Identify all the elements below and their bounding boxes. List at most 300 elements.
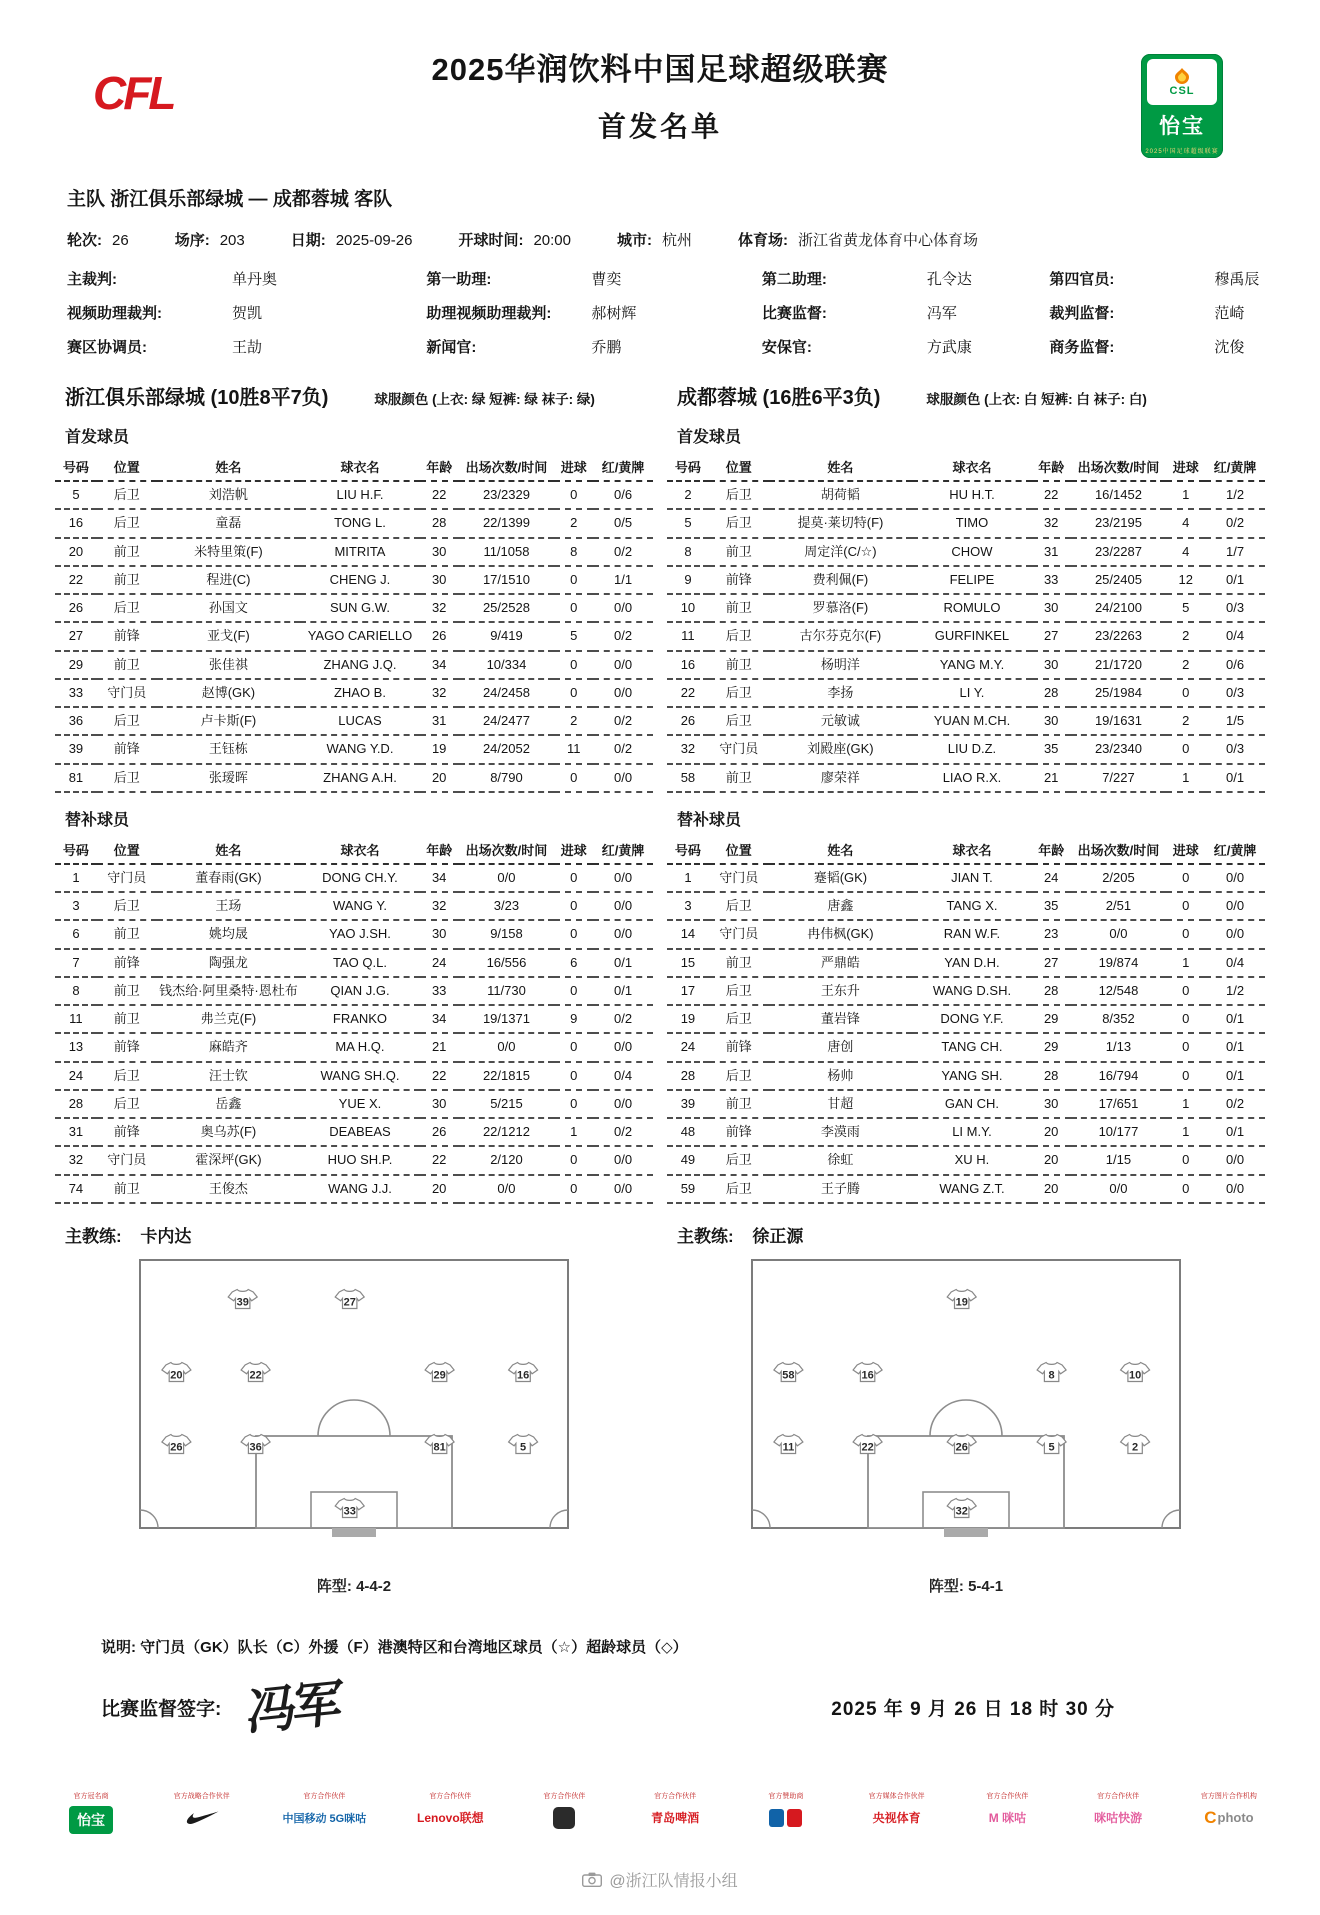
player-position: 前锋 (97, 949, 157, 977)
player-name: 董岩锋 (769, 1005, 913, 1033)
player-name: 唐创 (769, 1033, 913, 1061)
sponsor-item (756, 1791, 816, 1830)
blue-emblem-icon (769, 1809, 784, 1827)
player-position: 守门员 (97, 1146, 157, 1174)
player-row (667, 949, 1265, 977)
player-goals: 4 (1166, 538, 1205, 566)
player-age: 30 (1032, 1090, 1071, 1118)
player-age: 34 (420, 651, 459, 679)
player-age: 30 (1032, 707, 1071, 735)
player-goals: 8 (554, 538, 593, 566)
player-jersey-name: YANG SH. (912, 1062, 1032, 1090)
player-position: 后卫 (709, 1062, 769, 1090)
player-apps-time: 1/15 (1071, 1146, 1167, 1174)
official-cell (426, 302, 761, 323)
player-row (667, 764, 1265, 792)
player-name: 费利佩(F) (769, 566, 913, 594)
player-row (55, 949, 653, 977)
player-jersey-name: HU H.T. (912, 481, 1032, 509)
player-apps-time: 0/0 (459, 1033, 555, 1061)
player-row (667, 481, 1265, 509)
player-age: 22 (420, 1062, 459, 1090)
player-number: 1 (667, 864, 709, 892)
official-cell (67, 336, 426, 357)
player-number: 32 (55, 1146, 97, 1174)
player-jersey-name: TAO Q.L. (300, 949, 420, 977)
player-apps-time: 24/2477 (459, 707, 555, 735)
player-age: 22 (1032, 481, 1071, 509)
shirt-number: 2 (1132, 1441, 1139, 1454)
player-row (667, 679, 1265, 707)
player-number: 81 (55, 764, 97, 792)
player-cards: 0/2 (1205, 509, 1265, 537)
player-position: 前卫 (709, 949, 769, 977)
player-apps-time: 11/1058 (459, 538, 555, 566)
player-apps-time: 23/2329 (459, 481, 555, 509)
player-age: 30 (1032, 651, 1071, 679)
player-goals: 0 (1166, 1146, 1205, 1174)
player-row (667, 1005, 1265, 1033)
shirt-number: 10 (1128, 1369, 1142, 1382)
player-cards: 1/5 (1205, 707, 1265, 735)
page-title: 2025华润饮料中国足球超级联赛 (431, 52, 889, 87)
player-apps-time: 11/730 (459, 977, 555, 1005)
shirt-number: 29 (433, 1369, 446, 1382)
player-name: 杨帅 (769, 1062, 913, 1090)
player-name: 亚戈(F) (157, 622, 301, 650)
official-cell (67, 302, 426, 323)
player-name: 董春雨(GK) (157, 864, 301, 892)
column-header: 进球 (554, 453, 593, 481)
official-cell (426, 336, 761, 357)
player-number: 16 (667, 651, 709, 679)
player-jersey-name: CHOW (912, 538, 1032, 566)
player-age: 28 (420, 509, 459, 537)
player-row (55, 1005, 653, 1033)
player-jersey-name: WANG SH.Q. (300, 1062, 420, 1090)
csl-yibao-badge (1141, 54, 1223, 158)
sponsor-item (283, 1791, 367, 1830)
sponsor-tier-label: 官方合作伙伴 (303, 1792, 346, 1800)
player-row (55, 977, 653, 1005)
player-goals: 2 (1166, 651, 1205, 679)
player-apps-time: 23/2287 (1071, 538, 1167, 566)
official-cell (1049, 268, 1265, 289)
badge-small-text: 2025中国足球超级联赛 (1145, 149, 1219, 155)
official-role-label: 第二助理: (761, 271, 827, 288)
official-name: 冯军 (926, 305, 957, 322)
player-apps-time: 24/2458 (459, 679, 555, 707)
player-jersey-name: JIAN T. (912, 864, 1032, 892)
player-number: 74 (55, 1175, 97, 1203)
player-goals: 0 (554, 1090, 593, 1118)
player-row (667, 1175, 1265, 1203)
player-number: 13 (55, 1033, 97, 1061)
player-row (55, 1146, 653, 1174)
player-cards: 0/0 (593, 764, 653, 792)
player-row (55, 864, 653, 892)
player-number: 14 (667, 920, 709, 948)
player-name: 米特里策(F) (157, 538, 301, 566)
player-jersey-name: QIAN J.G. (300, 977, 420, 1005)
player-cards: 0/6 (1205, 651, 1265, 679)
player-jersey-name: FRANKO (300, 1005, 420, 1033)
player-cards: 0/1 (593, 949, 653, 977)
official-role-label: 赛区协调员: (67, 339, 147, 356)
player-number: 29 (55, 651, 97, 679)
player-goals: 0 (1166, 864, 1205, 892)
team-col-home (55, 381, 653, 1596)
column-header: 姓名 (769, 453, 913, 481)
player-goals: 2 (1166, 707, 1205, 735)
shirt-number: 19 (955, 1296, 968, 1309)
signature-label: 比赛监督签字: (101, 1699, 222, 1721)
player-cards: 0/0 (1205, 892, 1265, 920)
player-name: 罗慕洛(F) (769, 594, 913, 622)
sponsor-tier-label: 官方合作伙伴 (654, 1792, 697, 1800)
player-goals: 0 (554, 651, 593, 679)
info-value: 浙江省黄龙体育中心体育场 (798, 232, 979, 249)
player-row (55, 1118, 653, 1146)
column-header: 进球 (554, 836, 593, 864)
player-jersey-name: LI M.Y. (912, 1118, 1032, 1146)
sponsor-name: 青岛啤酒 (651, 1811, 700, 1826)
player-cards: 0/0 (593, 1146, 653, 1174)
lineup-sheet (55, 0, 1265, 1915)
shirt-number: 39 (236, 1296, 249, 1309)
away-team-header (667, 381, 1265, 410)
player-cards: 0/0 (593, 920, 653, 948)
player-apps-time: 0/0 (1071, 1175, 1167, 1203)
info-value: 26 (112, 232, 129, 249)
player-goals: 0 (1166, 679, 1205, 707)
player-number: 39 (667, 1090, 709, 1118)
player-row (667, 707, 1265, 735)
player-cards: 0/1 (1205, 1005, 1265, 1033)
player-position: 前卫 (97, 1005, 157, 1033)
info-value: 203 (219, 232, 245, 249)
player-number: 17 (667, 977, 709, 1005)
player-cards: 0/1 (1205, 1118, 1265, 1146)
column-header: 年龄 (1032, 836, 1071, 864)
player-cards: 0/2 (593, 622, 653, 650)
player-goals: 1 (1166, 481, 1205, 509)
player-age: 33 (1032, 566, 1071, 594)
player-position: 前锋 (97, 735, 157, 763)
player-row (55, 566, 653, 594)
matchup-line: 主队 浙江俱乐部绿城 — 成都蓉城 客队 (67, 189, 393, 210)
match-info-item (291, 229, 413, 250)
player-row (55, 1033, 653, 1061)
player-name: 童磊 (157, 509, 301, 537)
player-name: 古尔芬克尔(F) (769, 622, 913, 650)
sponsor-tier-label: 官方合作伙伴 (1097, 1792, 1140, 1800)
player-cards: 0/1 (1205, 566, 1265, 594)
watermark (55, 1868, 1265, 1915)
player-row (55, 920, 653, 948)
player-cards: 0/0 (593, 864, 653, 892)
player-goals: 1 (554, 1118, 593, 1146)
player-apps-time: 2/205 (1071, 864, 1167, 892)
player-position: 守门员 (97, 864, 157, 892)
player-age: 30 (420, 566, 459, 594)
player-apps-time: 0/0 (459, 864, 555, 892)
sponsor-name: 咪咕快游 (1094, 1811, 1143, 1826)
player-position: 前卫 (97, 920, 157, 948)
player-cards: 0/0 (593, 1033, 653, 1061)
column-header: 红/黄牌 (593, 453, 653, 481)
player-position: 前卫 (709, 538, 769, 566)
sponsor-item (867, 1791, 927, 1830)
away-subs-label: 替补球员 (677, 811, 742, 829)
player-row (667, 892, 1265, 920)
player-age: 23 (1032, 920, 1071, 948)
player-row (55, 651, 653, 679)
home-coach-name: 卡内达 (140, 1226, 192, 1246)
player-name: 李扬 (769, 679, 913, 707)
player-age: 22 (420, 481, 459, 509)
player-jersey-name: YAGO CARIELLO (300, 622, 420, 650)
player-jersey-name: CHENG J. (300, 566, 420, 594)
player-row (55, 1062, 653, 1090)
player-age: 29 (1032, 1033, 1071, 1061)
player-row (55, 764, 653, 792)
player-goals: 0 (554, 566, 593, 594)
player-goals: 0 (1166, 1175, 1205, 1203)
column-header: 位置 (709, 453, 769, 481)
sponsor-tier-label: 官方图片合作机构 (1200, 1792, 1257, 1800)
player-age: 26 (420, 1118, 459, 1146)
official-role-label: 安保官: (761, 339, 812, 356)
player-goals: 0 (1166, 977, 1205, 1005)
player-cards: 0/2 (593, 1118, 653, 1146)
player-goals: 0 (554, 1146, 593, 1174)
player-goals: 0 (554, 679, 593, 707)
player-position: 前卫 (97, 977, 157, 1005)
player-age: 30 (1032, 594, 1071, 622)
goal (332, 1528, 376, 1537)
sponsor-name: 怡宝 (69, 1806, 113, 1834)
player-goals: 5 (1166, 594, 1205, 622)
player-row (667, 651, 1265, 679)
official-name: 乔鹏 (591, 339, 622, 356)
player-position: 后卫 (97, 594, 157, 622)
player-name: 程进(C) (157, 566, 301, 594)
player-jersey-name: SUN G.W. (300, 594, 420, 622)
official-role-label: 第四官员: (1049, 271, 1115, 288)
shirt-number: 20 (170, 1369, 183, 1382)
player-number: 2 (667, 481, 709, 509)
player-jersey-name: TANG X. (912, 892, 1032, 920)
player-position: 守门员 (709, 920, 769, 948)
player-number: 5 (667, 509, 709, 537)
player-jersey-name: LIAO R.X. (912, 764, 1032, 792)
player-apps-time: 16/556 (459, 949, 555, 977)
player-cards: 0/0 (593, 1175, 653, 1203)
away-coach-line (677, 1222, 1265, 1247)
csl-logo (1147, 59, 1217, 105)
home-pitch-wrap (55, 1259, 653, 1596)
player-name: 霍深坪(GK) (157, 1146, 301, 1174)
player-name: 元敏诚 (769, 707, 913, 735)
sponsor-item (645, 1791, 705, 1830)
player-jersey-name: LUCAS (300, 707, 420, 735)
player-apps-time: 25/2405 (1071, 566, 1167, 594)
official-name: 沈俊 (1214, 339, 1245, 356)
player-cards: 0/3 (1205, 594, 1265, 622)
column-header: 球衣名 (912, 836, 1032, 864)
player-name: 汪士钦 (157, 1062, 301, 1090)
player-age: 21 (1032, 764, 1071, 792)
player-apps-time: 10/177 (1071, 1118, 1167, 1146)
team-col-away (667, 381, 1265, 1596)
player-row (55, 1090, 653, 1118)
player-apps-time: 8/352 (1071, 1005, 1167, 1033)
player-jersey-name: YUAN M.CH. (912, 707, 1032, 735)
player-goals: 0 (1166, 920, 1205, 948)
player-apps-time: 5/215 (459, 1090, 555, 1118)
player-name: 奥乌苏(F) (157, 1118, 301, 1146)
nike-swoosh-icon (185, 1806, 219, 1830)
player-number: 28 (55, 1090, 97, 1118)
player-apps-time: 8/790 (459, 764, 555, 792)
player-apps-time: 24/2100 (1071, 594, 1167, 622)
player-age: 34 (420, 1005, 459, 1033)
player-name: 蹇韬(GK) (769, 864, 913, 892)
player-jersey-name: ZHAO B. (300, 679, 420, 707)
player-goals: 0 (554, 864, 593, 892)
player-goals: 5 (554, 622, 593, 650)
player-jersey-name: XU H. (912, 1146, 1032, 1174)
official-name: 方武康 (926, 339, 972, 356)
player-row (667, 1146, 1265, 1174)
red-emblem-icon (787, 1809, 802, 1827)
shirt-number: 36 (249, 1441, 262, 1454)
player-name: 麻皓齐 (157, 1033, 301, 1061)
player-apps-time: 12/548 (1071, 977, 1167, 1005)
player-name: 钱杰给·阿里桑特·恩杜布 (157, 977, 301, 1005)
goal (944, 1528, 988, 1537)
player-name: 王东升 (769, 977, 913, 1005)
player-age: 33 (420, 977, 459, 1005)
player-position: 前锋 (709, 1033, 769, 1061)
player-row (667, 622, 1265, 650)
player-cards: 0/5 (593, 509, 653, 537)
table-header-row (667, 453, 1265, 481)
player-jersey-name: LIU D.Z. (912, 735, 1032, 763)
player-age: 32 (420, 892, 459, 920)
shirt-number: 33 (343, 1505, 356, 1518)
player-cards: 0/3 (1205, 735, 1265, 763)
player-jersey-name: RAN W.F. (912, 920, 1032, 948)
player-age: 21 (420, 1033, 459, 1061)
dual-emblem-logo (769, 1806, 802, 1830)
player-name: 张佳祺 (157, 651, 301, 679)
player-number: 3 (667, 892, 709, 920)
player-cards: 0/1 (1205, 1033, 1265, 1061)
player-apps-time: 21/1720 (1071, 651, 1167, 679)
sponsor-item (172, 1791, 232, 1830)
player-jersey-name: YANG M.Y. (912, 651, 1032, 679)
column-header: 年龄 (420, 836, 459, 864)
official-name: 曹奕 (591, 271, 622, 288)
player-jersey-name: YAN D.H. (912, 949, 1032, 977)
sponsor-tier-label: 官方媒体合作伙伴 (868, 1792, 925, 1800)
player-number: 31 (55, 1118, 97, 1146)
player-apps-time: 19/874 (1071, 949, 1167, 977)
player-row (667, 538, 1265, 566)
player-age: 30 (420, 920, 459, 948)
player-row (667, 864, 1265, 892)
player-row (667, 1090, 1265, 1118)
away-starters-table (667, 453, 1265, 793)
player-position: 前卫 (97, 1175, 157, 1203)
player-jersey-name: GAN CH. (912, 1090, 1032, 1118)
player-jersey-name: DONG CH.Y. (300, 864, 420, 892)
official-name: 单丹奥 (232, 271, 278, 288)
player-position: 前卫 (97, 651, 157, 679)
player-goals: 0 (1166, 1005, 1205, 1033)
player-goals: 0 (554, 594, 593, 622)
official-role-label: 第一助理: (426, 271, 492, 288)
player-position: 前锋 (97, 1118, 157, 1146)
official-role-label: 助理视频助理裁判: (426, 305, 552, 322)
player-position: 守门员 (709, 735, 769, 763)
player-jersey-name: WANG Y.D. (300, 735, 420, 763)
player-number: 22 (55, 566, 97, 594)
titles (55, 42, 1265, 145)
player-apps-time: 17/651 (1071, 1090, 1167, 1118)
column-header: 出场次数/时间 (1071, 836, 1167, 864)
player-age: 31 (420, 707, 459, 735)
player-age: 28 (1032, 977, 1071, 1005)
player-number: 10 (667, 594, 709, 622)
player-name: 李漠雨 (769, 1118, 913, 1146)
player-cards: 0/0 (1205, 864, 1265, 892)
official-name: 范崎 (1214, 305, 1245, 322)
sponsor-name: photo (1217, 1810, 1254, 1826)
player-position: 后卫 (709, 509, 769, 537)
shirt-number: 5 (520, 1441, 527, 1454)
away-formation-label: 阵型: 5-4-1 (928, 1577, 1004, 1595)
sponsor-strip (55, 1791, 1265, 1834)
player-apps-time: 23/2340 (1071, 735, 1167, 763)
player-position: 前卫 (97, 538, 157, 566)
home-subs-table (55, 836, 653, 1204)
legend-note: 说明: 守门员（GK）队长（C）外援（F）港澳特区和台湾地区球员（☆）超龄球员（◇） (101, 1638, 688, 1656)
player-goals: 0 (554, 1033, 593, 1061)
player-position: 守门员 (97, 679, 157, 707)
player-position: 前锋 (97, 622, 157, 650)
player-jersey-name: YUE X. (300, 1090, 420, 1118)
column-header: 出场次数/时间 (459, 453, 555, 481)
player-name: 严鼎皓 (769, 949, 913, 977)
away-subs-table (667, 836, 1265, 1204)
csl-text: CSL (1169, 84, 1195, 97)
officials-grid (55, 268, 1265, 357)
player-name: 赵博(GK) (157, 679, 301, 707)
shirt-number: 22 (861, 1441, 874, 1454)
player-number: 28 (667, 1062, 709, 1090)
sponsor-item (61, 1791, 121, 1834)
player-number: 26 (667, 707, 709, 735)
player-position: 后卫 (97, 1062, 157, 1090)
player-number: 22 (667, 679, 709, 707)
player-goals: 0 (554, 1175, 593, 1203)
official-cell (762, 268, 1050, 289)
info-value: 杭州 (662, 232, 693, 249)
player-position: 后卫 (97, 509, 157, 537)
